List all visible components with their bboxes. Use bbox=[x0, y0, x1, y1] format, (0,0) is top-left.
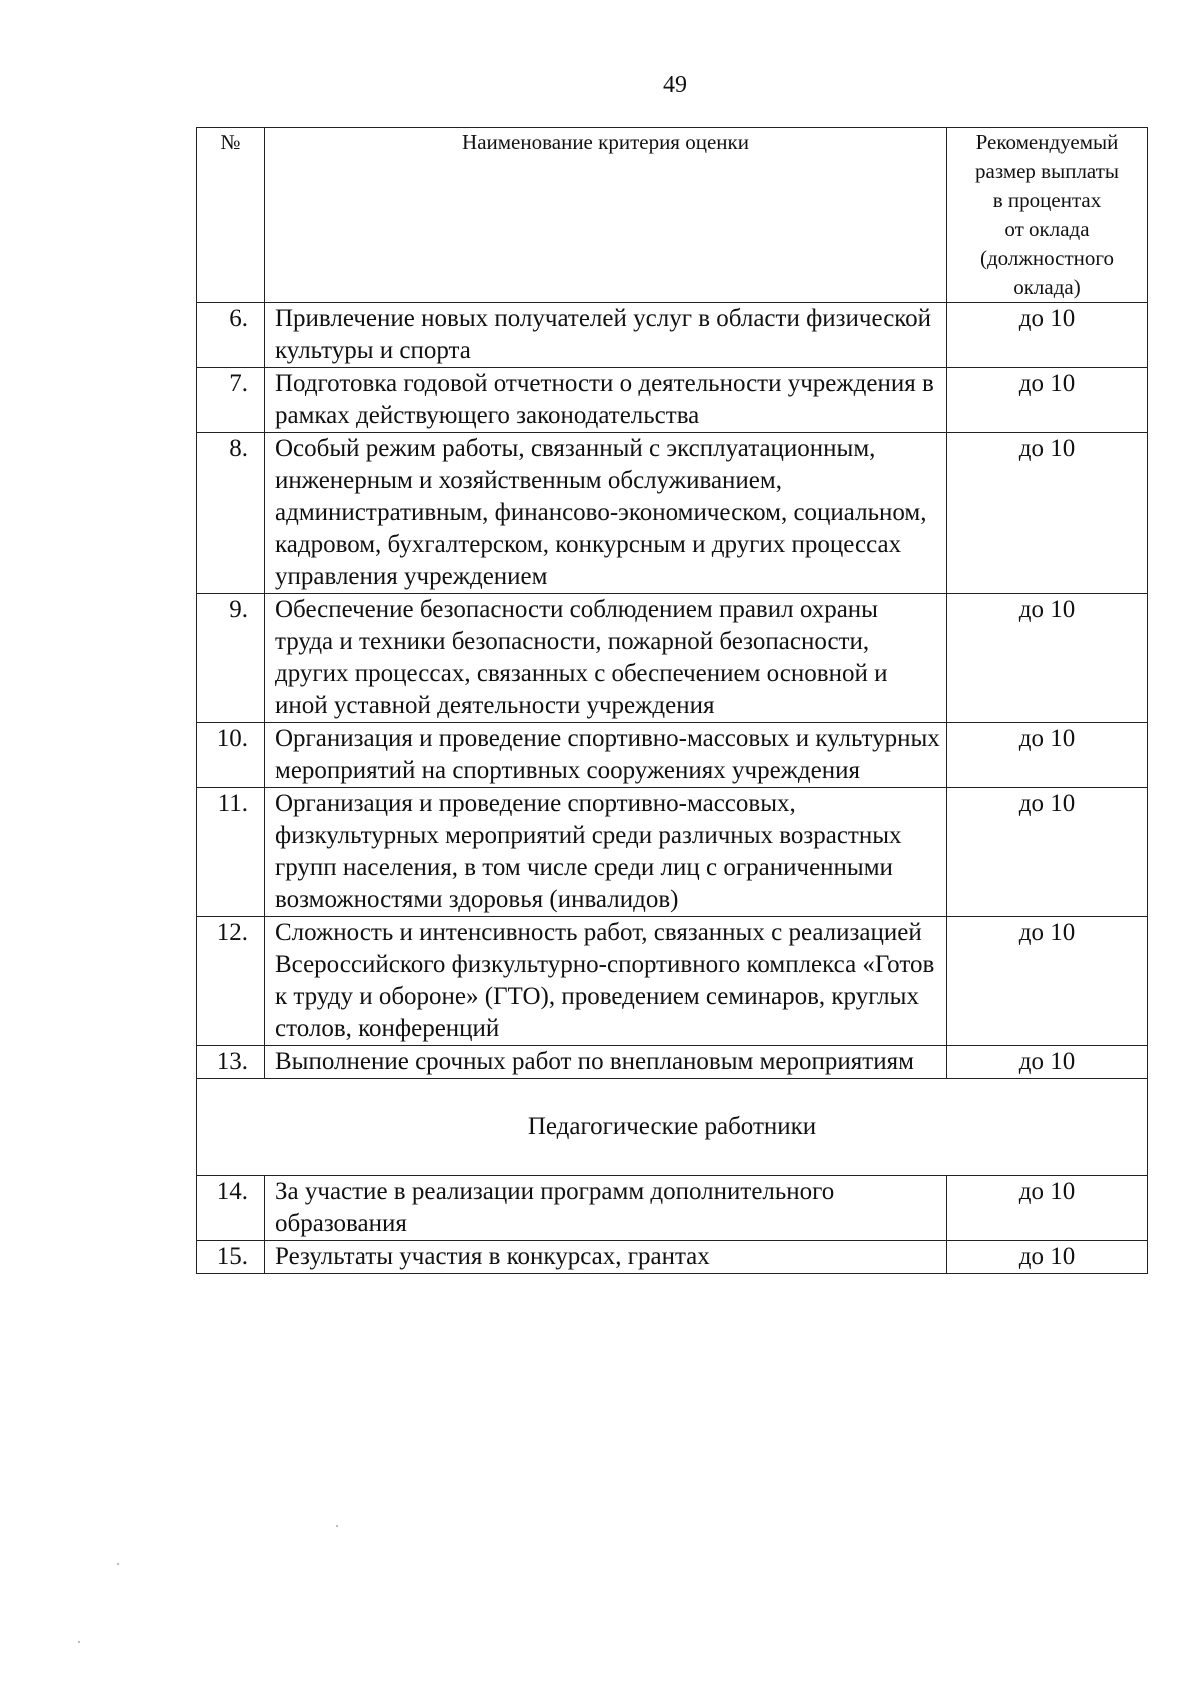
header-value-line: (должностного bbox=[980, 246, 1114, 270]
row-value: до 10 bbox=[947, 303, 1148, 368]
header-value-line: Рекомендуемый bbox=[975, 130, 1119, 154]
table-row bbox=[197, 1241, 1148, 1274]
table-row bbox=[197, 303, 1148, 368]
row-number: 15. bbox=[197, 1241, 265, 1274]
row-number: 7. bbox=[197, 368, 265, 433]
header-value-line: размер выплаты bbox=[975, 159, 1119, 183]
table-row bbox=[197, 368, 1148, 433]
row-criterion: Подготовка годовой отчетности о деятельности учреждения в рамках действующего законодательства bbox=[265, 368, 947, 433]
row-number: 10. bbox=[197, 723, 265, 788]
row-number: 9. bbox=[197, 594, 265, 723]
header-value-line: от оклада bbox=[1004, 217, 1090, 241]
header-value bbox=[947, 128, 1148, 303]
row-value: до 10 bbox=[947, 917, 1148, 1046]
row-number: 12. bbox=[197, 917, 265, 1046]
row-value: до 10 bbox=[947, 788, 1148, 917]
row-value: до 10 bbox=[947, 594, 1148, 723]
header-value-line: в процентах bbox=[992, 188, 1102, 212]
row-value: до 10 bbox=[947, 433, 1148, 594]
row-criterion: Результаты участия в конкурсах, грантах bbox=[265, 1241, 947, 1274]
row-criterion: За участие в реализации программ дополнительного образования bbox=[265, 1176, 947, 1241]
table-row bbox=[197, 723, 1148, 788]
row-number: 14. bbox=[197, 1176, 265, 1241]
criteria-table bbox=[196, 127, 1148, 1274]
row-value: до 10 bbox=[947, 1176, 1148, 1241]
row-criterion: Организация и проведение спортивно-массовых, физкультурных мероприятий среди различных возрастных групп населения, в том числе среди лиц с ограниченными возможностями здоровья (инвалидов) bbox=[265, 788, 947, 917]
row-value: до 10 bbox=[947, 1046, 1148, 1079]
row-number: 8. bbox=[197, 433, 265, 594]
table-row bbox=[197, 1046, 1148, 1079]
row-value: до 10 bbox=[947, 723, 1148, 788]
table-row bbox=[197, 788, 1148, 917]
row-criterion: Обеспечение безопасности соблюдением правил охраны труда и техники безопасности, пожарной безопасности, других процессах, связанных с обеспечением основной и иной уставной деятельности учреждения bbox=[265, 594, 947, 723]
table-row bbox=[197, 433, 1148, 594]
row-number: 11. bbox=[197, 788, 265, 917]
header-value-line: оклада) bbox=[1013, 275, 1081, 299]
row-criterion: Особый режим работы, связанный с эксплуатационным, инженерным и хозяйственным обслуживанием, административным, финансово-экономическом, социальном, кадровом, бухгалтерском, конкурсным и других процессах управления учреждением bbox=[265, 433, 947, 594]
section-title: Педагогические работники bbox=[197, 1079, 1148, 1176]
row-number: 13. bbox=[197, 1046, 265, 1079]
table-row bbox=[197, 594, 1148, 723]
header-num: № bbox=[197, 128, 265, 303]
table-header-row bbox=[197, 128, 1148, 303]
row-criterion: Организация и проведение спортивно-массовых и культурных мероприятий на спортивных сооружениях учреждения bbox=[265, 723, 947, 788]
table-row bbox=[197, 1176, 1148, 1241]
scan-speck bbox=[336, 1525, 338, 1527]
header-name: Наименование критерия оценки bbox=[265, 128, 947, 303]
scan-speck bbox=[78, 1641, 80, 1643]
section-row bbox=[197, 1079, 1148, 1176]
row-criterion: Сложность и интенсивность работ, связанных с реализацией Всероссийского физкультурно-спортивного комплекса «Готов к труду и обороне» (ГТО), проведением семинаров, круглых столов, конференций bbox=[265, 917, 947, 1046]
row-value: до 10 bbox=[947, 1241, 1148, 1274]
row-value: до 10 bbox=[947, 368, 1148, 433]
row-criterion: Привлечение новых получателей услуг в области физической культуры и спорта bbox=[265, 303, 947, 368]
scan-speck bbox=[117, 1563, 119, 1565]
row-number: 6. bbox=[197, 303, 265, 368]
page-number: 49 bbox=[663, 72, 687, 98]
table-row bbox=[197, 917, 1148, 1046]
row-criterion: Выполнение срочных работ по внеплановым мероприятиям bbox=[265, 1046, 947, 1079]
